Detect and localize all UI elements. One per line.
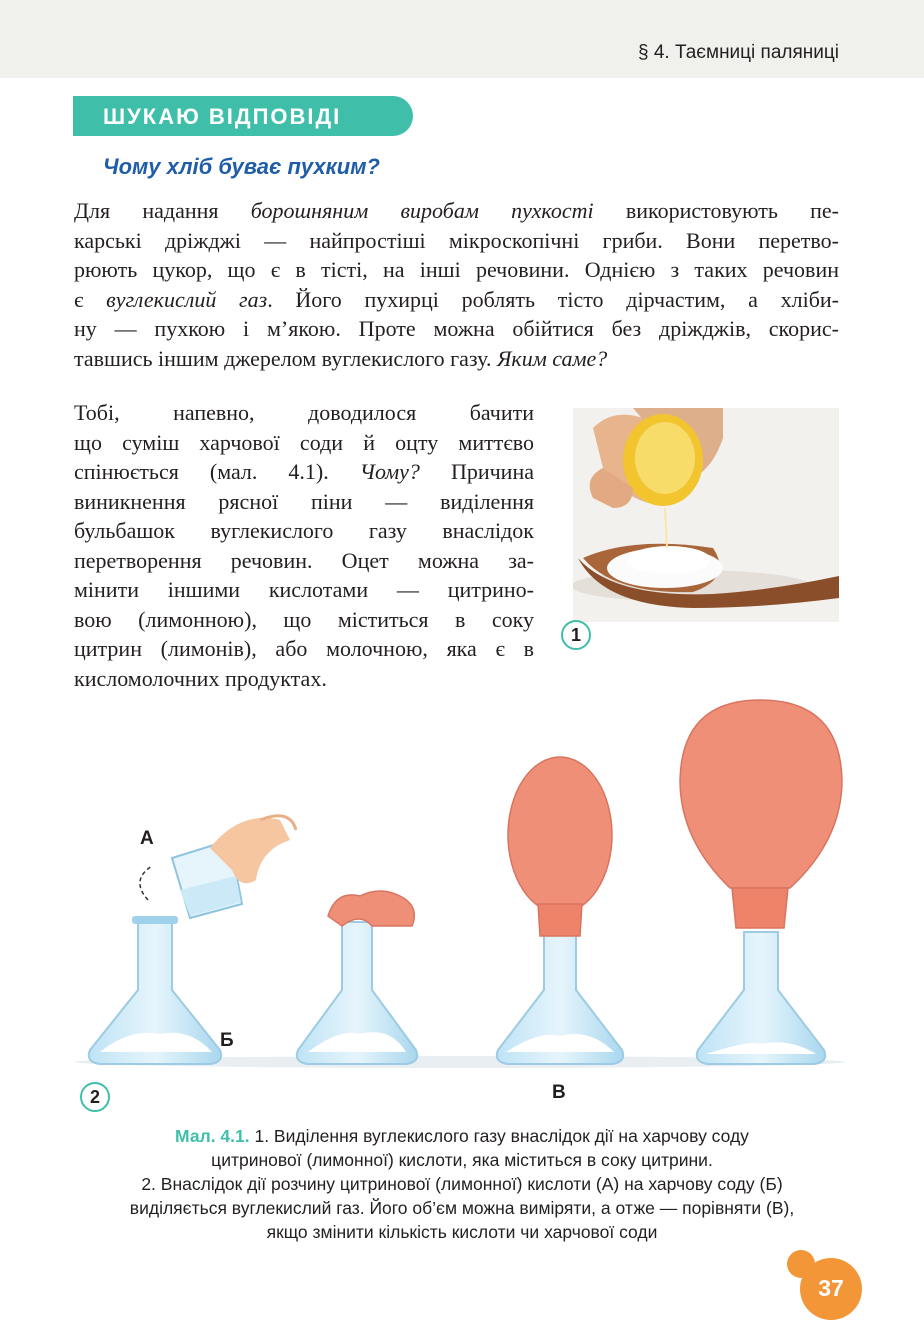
figure-caption (60, 1124, 864, 1244)
running-head: § 4. Таємниці паляниці (638, 42, 839, 63)
text-line: бульбашок вуглекислого газу внаслідок (74, 518, 534, 543)
text-line: Тобі, напевно, доводилося бачити (74, 400, 534, 425)
text-line: що суміш харчової соди й оцту миттєво (74, 429, 534, 455)
text-line: виникнення рясної піни — виділення (74, 488, 534, 514)
flask-balloon-illustration (60, 690, 860, 1110)
caption-line: Мал. 4.1. 1. Виділення вуглекислого газу внаслідок дії на харчову соду (175, 1126, 749, 1146)
caption-line: цитринової (лимонної) кислоти, яка міститься в соку цитрини. (211, 1150, 713, 1170)
caption-label: Мал. 4.1. (175, 1126, 250, 1146)
paragraph-soda (74, 398, 534, 693)
text-line: карські дріжджі — найпростіші мікроскопічні гриби. Вони перетво- (74, 227, 839, 253)
pouring-glass (172, 816, 296, 918)
section-banner (73, 96, 413, 136)
text-line: ну — пухкою і м’якою. Проте можна обійтися без дріжджів, скорис- (74, 316, 839, 341)
section-banner-text: ШУКАЮ ВІДПОВІДІ (103, 104, 342, 129)
lemon-soda-photo (573, 408, 839, 622)
text-line: рюють цукор, що є в тісті, на інші речовини. Однією з таких речовин (74, 257, 839, 282)
label-a: А (140, 828, 154, 849)
text-line: спінюється (мал. 4.1). Чому? Причина (74, 459, 534, 484)
caption-line: якщо змінити кількість кислоти чи харчової соди (266, 1222, 658, 1242)
text-line: перетворення речовин. Оцет можна за- (74, 547, 534, 573)
text-line: вою (лимонною), що міститься в соку (74, 606, 534, 632)
text-line: мінити іншими кислотами — цитрино- (74, 577, 534, 602)
flask-4 (680, 700, 842, 1064)
paragraph-intro (74, 196, 839, 373)
label-v: В (552, 1082, 566, 1103)
text-line: кисломолочних продуктах. (74, 665, 327, 691)
figure-badge-1: 1 (561, 620, 591, 650)
header-band (0, 0, 924, 78)
caption-line: 2. Внаслідок дії розчину цитринової (лимонної) кислоти (А) на харчову соду (Б) (141, 1174, 783, 1194)
flask-3 (497, 757, 624, 1064)
label-b: Б (220, 1030, 234, 1051)
section-question: Чому хліб буває пухким? (103, 154, 380, 179)
flask-1 (89, 916, 222, 1064)
text-line: цитрин (лимонів), або молочною, яка є в (74, 636, 534, 661)
figure-badge-2: 2 (80, 1082, 110, 1112)
caption-line: виділяється вуглекислий газ. Його об’єм можна виміряти, а отже — порівняти (В), (129, 1198, 795, 1218)
page-number-badge (800, 1258, 862, 1320)
page-number: 37 (818, 1275, 844, 1301)
text-line: тавшись іншим джерелом вуглекислого газу. Яким саме? (74, 345, 608, 371)
flask-2 (297, 891, 418, 1064)
text-line: Для надання борошняним виробам пухкості використовують пе- (74, 198, 839, 223)
text-line: є вуглекислий газ. Його пухирці роблять тісто дірчастим, а хліби- (74, 286, 839, 312)
